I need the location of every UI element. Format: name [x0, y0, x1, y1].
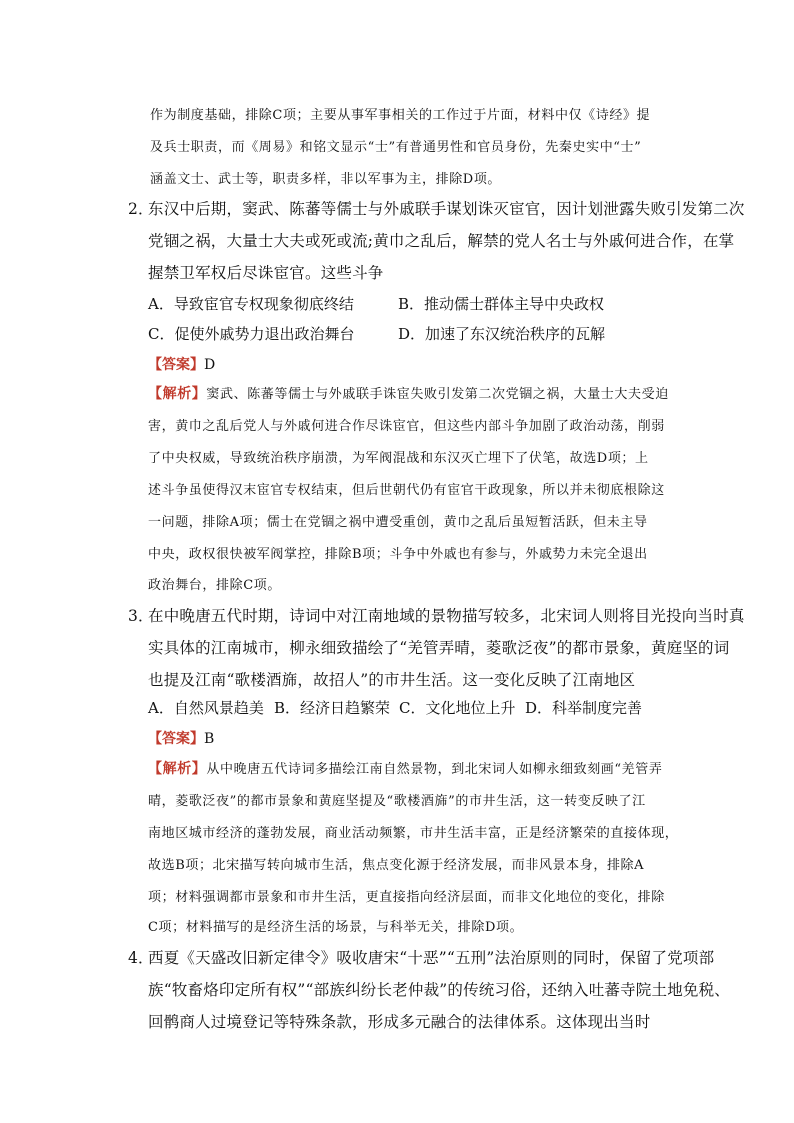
analysis-continuation-line: 涵盖文士、武士等，职责多样，非以军事为主，排除D项。 [150, 172, 502, 187]
analysis-tag: 【解析】 [148, 386, 207, 402]
analysis-line: 项；材料强调都市景象和市井生活，更直接指向经济层面，而非文化地位的变化，排除 [148, 890, 665, 905]
option-b: B．推动儒士群体主导中央政权 [398, 295, 605, 313]
option-b: B．经济日趋繁荣 [274, 699, 391, 717]
analysis-text: 窦武、陈蕃等儒士与外戚联手诛宦失败引发第二次党锢之祸，大量士大夫受迫 [206, 387, 669, 402]
answer-tag: 【答案】 [148, 731, 204, 747]
question-number: 2． [128, 200, 154, 218]
option-a: A．自然风景趋美 [148, 699, 264, 717]
question-stem-line: 党锢之祸，大量士大夫或死或流;黄巾之乱后，解禁的党人名士与外戚何进合作，在掌 [148, 232, 735, 250]
analysis-tag: 【解析】 [148, 761, 207, 777]
analysis-text: 从中晚唐五代诗词多描绘江南自然景物，到北宋词人如柳永细致刻画“羌管弄 [206, 762, 663, 777]
question-stem-line: 也提及江南“歌楼酒旆，故招人”的市井生活。这一变化反映了江南地区 [148, 671, 636, 689]
analysis-line: 害，黄巾之乱后党人与外戚何进合作尽诛宦官，但这些内部斗争加剧了政治动荡，削弱 [148, 419, 665, 434]
analysis-line [148, 383, 669, 403]
question-stem-line: 西夏《天盛改旧新定律令》吸收唐宋“十恶”“五刑”法治原则的同时，保留了党项部 [148, 949, 715, 967]
question-stem-line: 实具体的江南城市，柳永细致描绘了“羌管弄晴，菱歌泛夜”的都市景象，黄庭坚的词 [148, 639, 730, 657]
question-number: 3． [128, 607, 154, 625]
analysis-line: C项；材料描写的是经济生活的场景，与科举无关，排除D项。 [148, 920, 524, 935]
analysis-line: 南地区城市经济的蓬勃发展，商业活动频繁，市井生活丰富，正是经济繁荣的直接体现， [148, 826, 679, 841]
answer-tag: 【答案】 [148, 357, 204, 373]
question-stem-line: 东汉中后期，窦武、陈蕃等儒士与外戚联手谋划诛灭宦官，因计划泄露失败引发第二次 [148, 200, 745, 218]
analysis-continuation-line: 及兵士职责，而《周易》和铭文显示“士”有普通男性和官员身份，先秦史实中“士” [150, 140, 642, 155]
analysis-line: 中央，政权很快被军阀掌控，排除B项；斗争中外戚也有参与，外戚势力未完全退出 [148, 547, 648, 562]
option-c: C．促使外戚势力退出政治舞台 [148, 325, 355, 343]
option-a: A．导致宦官专权现象彻底终结 [148, 295, 354, 313]
analysis-line: 政治舞台，排除C项。 [148, 578, 281, 593]
question-number: 4． [128, 949, 154, 967]
answer-value: D [204, 357, 216, 373]
analysis-line: 述斗争虽使得汉末宦官专权结束，但后世朝代仍有宦官干政现象，所以并未彻底根除这 [148, 483, 665, 498]
answer-value: B [204, 731, 215, 747]
question-stem-line: 在中晚唐五代时期，诗词中对江南地域的景物描写较多，北宋词人则将目光投向当时真 [148, 607, 745, 625]
question-stem-line: 族“牧畜烙印定所有权”“部族纠纷长老仲裁”的传统习俗，还纳入吐蕃寺院土地免税、 [148, 981, 730, 999]
analysis-line: 晴，菱歌泛夜”的都市景象和黄庭坚提及“歌楼酒旆”的市井生活，这一转变反映了江 [148, 794, 646, 809]
option-c: C．文化地位上升 [399, 699, 516, 717]
option-d: D．科举制度完善 [525, 699, 643, 717]
answer-row [148, 354, 215, 374]
question-stem-line: 回鹘商人过境登记等特殊条款，形成多元融合的法律体系。这体现出当时 [148, 1013, 651, 1031]
analysis-line: 故选B项；北宋描写转向城市生活，焦点变化源于经济发展，而非风景本身，排除A [148, 858, 645, 873]
option-d: D．加速了东汉统治秩序的瓦解 [398, 325, 606, 343]
answer-row [148, 728, 214, 748]
analysis-continuation-line: 作为制度基础，排除C项；主要从事军事相关的工作过于片面，材料中仅《诗经》提 [150, 108, 651, 123]
question-stem-line: 握禁卫军权后尽诛宦官。这些斗争 [148, 264, 384, 282]
analysis-line [148, 758, 662, 778]
analysis-line: 一问题，排除A项；儒士在党锢之祸中遭受重创，黄巾之乱后虽短暂活跃，但未主导 [148, 515, 648, 530]
analysis-line: 了中央权威，导致统治秩序崩溃，为军阀混战和东汉灭亡埋下了伏笔，故选D项；上 [148, 451, 649, 466]
